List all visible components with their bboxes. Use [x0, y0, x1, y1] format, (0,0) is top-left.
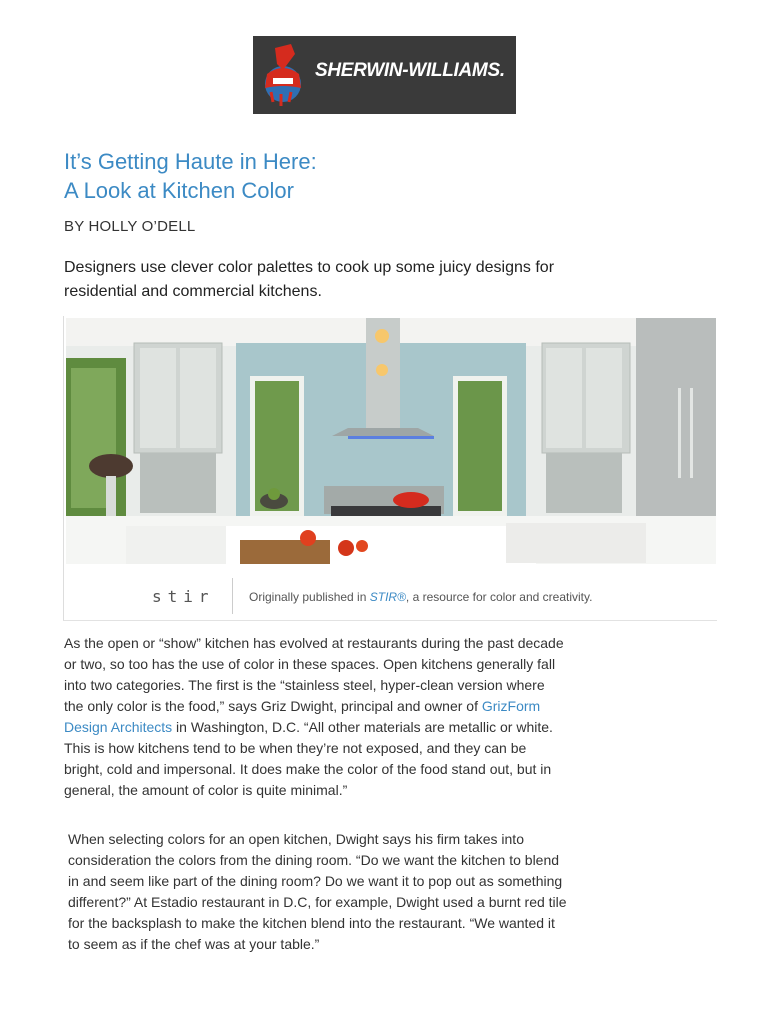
caption-suffix: , a resource for color and creativity.	[405, 590, 593, 604]
title-line-2: A Look at Kitchen Color	[64, 178, 294, 203]
article-title	[64, 147, 664, 205]
caption-prefix: Originally published in	[249, 590, 370, 604]
stir-logo: stir	[152, 587, 215, 606]
stir-link[interactable]: STIR®	[369, 590, 406, 604]
body-paragraph-2: When selecting colors for an open kitchen, Dwight says his firm takes into consideration the colors from the dining room. “Do we want the kitchen to blend in and seem like part of the dining room? Do we want it to pop out as something different?” At Estadio restaurant in D.C, for example, Dwight used a burnt red tile for the backsplash to make the kitchen blend into the restaurant. “We wanted it to seem as if the chef was at your table.”	[68, 831, 567, 952]
title-line-1: It’s Getting Haute in Here:	[64, 149, 317, 174]
article-dek: Designers use clever color palettes to cook up some juicy designs for residential and commercial kitchens.	[64, 259, 555, 300]
logo-wordmark: SHERWIN-WILLIAMS.	[315, 60, 505, 81]
caption-divider	[232, 578, 233, 614]
sherwin-williams-logo[interactable]	[253, 36, 516, 114]
grizform-link[interactable]: GrizForm Design Architects	[64, 698, 541, 735]
photo-caption	[249, 590, 592, 604]
paragraph-1-text-a: As the open or “show” kitchen has evolved at restaurants during the past decade or two, so too has the use of color in these spaces. Open kitchens generally fall into two categories. The first is the “stainless steel, hyper-clean version where the only color is the food,” says Griz Dwight, principal and owner of	[64, 635, 564, 714]
body-paragraph-1	[64, 633, 564, 801]
byline: BY HOLLY O’DELL	[64, 218, 196, 235]
paragraph-1-text-b: in Washington, D.C. “All other materials are metallic or white. This is how kitchens tend to be when they’re not exposed, and they can be bright, cold and impersonal. It does make the color of the food stand out, but in general, the amount of color is quite minimal.”	[64, 719, 553, 798]
photo-block	[63, 316, 717, 621]
kitchen-photo	[66, 318, 716, 564]
cover-the-earth-logo-icon	[261, 40, 305, 110]
